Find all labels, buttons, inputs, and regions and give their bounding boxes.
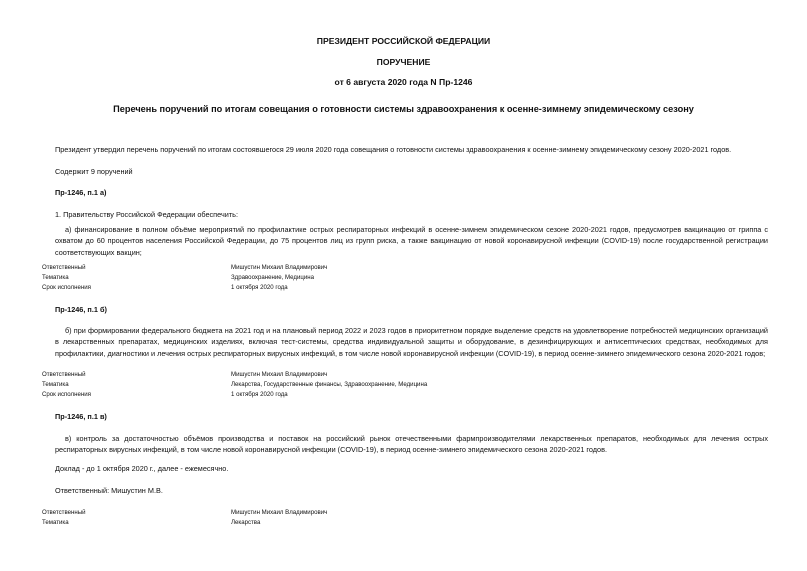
deadline-value: 1 октября 2020 года [231,391,288,398]
topic-value: Здравоохранение, Медицина [231,274,315,281]
responsible-value: Мишустин Михаил Владимирович [231,509,328,516]
intro-paragraph: Президент утвердил перечень поручений по итогам состоявшегося 29 июля 2020 года совещания о готовности системы здравоохранения к осенне-зимнему эпидемическому сезону 2020-2021 годов. [55,145,732,154]
section-preamble: 1. Правительству Российской Федерации обеспечить: [55,210,238,219]
deadline-label: Срок исполнения [42,284,91,291]
document-title: Перечень поручений по итогам совещания о готовности системы здравоохранения к осенне-зимнему эпидемическому сезону [113,104,694,114]
section-text: а) финансирование в полном объёме мероприятий по профилактике острых респираторных инфекций в осенне-зимнем эпидемическом сезоне 2020-2021 годов, предусмотрев вакцинацию от гриппа с охватом до 60 процентов населения Российской Федерации, до 75 процентов лиц из групп риска, а также вакцинацию от новой коронавирусной инфекции (COVID-19) после государственной регистрации соответствующих вакцин; [55,225,768,257]
section-code: Пр-1246, п.1 в) [55,412,107,421]
section-text: б) при формировании федерального бюджета на 2021 год и на плановый период 2022 и 2023 годов в приоритетном порядке выделение средств на удовлетворение потребностей медицинских организаций в лекарственных препаратах, медицинских изделиях, включая тест-системы, средства индивидуальной защиты и оборудование, в дезинфицирующих и антисептических средствах, необходимых для профилактики, диагностики и лечения острых респираторных вирусных инфекций, в том числе новой коронавирусной инфекции (COVID-19), в период осенне-зимнего эпидемического сезона 2020-2021 годов; [55,326,768,358]
document-date-number: от 6 августа 2020 года N Пр-1246 [334,77,473,87]
document-authority: ПРЕЗИДЕНТ РОССИЙСКОЙ ФЕДЕРАЦИИ [316,36,491,46]
section-code: Пр-1246, п.1 а) [55,188,107,197]
responsible-label: Ответственный [42,264,86,271]
section-text: в) контроль за достаточностью объёмов производства и поставок на российский рынок отечественными фармпроизводителями лекарственных препаратов, необходимых для лечения острых респираторных вирусных инфекций, в том числе новой коронавирусной инфекции (COVID-19), в период осенне-зимнего эпидемического сезона 2020-2021 годов. [55,434,768,455]
topic-value: Лекарства, Государственные финансы, Здравоохранение, Медицина [231,381,428,388]
deadline-value: 1 октября 2020 года [231,284,288,291]
responsible-label: Ответственный [42,509,86,516]
section-code: Пр-1246, п.1 б) [55,305,107,314]
topic-label: Тематика [42,519,69,526]
responsible-value: Мишустин Михаил Владимирович [231,371,328,378]
deadline-label: Срок исполнения [42,391,91,398]
topic-value: Лекарства [231,519,261,526]
responsible-value: Мишустин Михаил Владимирович [231,264,328,271]
document-type: ПОРУЧЕНИЕ [376,57,431,67]
topic-label: Тематика [42,274,69,281]
report-deadline: Доклад - до 1 октября 2020 г., далее - ежемесячно. [55,464,229,473]
responsible-label: Ответственный [42,371,86,378]
instructions-count: Содержит 9 поручений [55,167,133,176]
responsible-short: Ответственный: Мишустин М.В. [55,486,163,495]
topic-label: Тематика [42,381,69,388]
